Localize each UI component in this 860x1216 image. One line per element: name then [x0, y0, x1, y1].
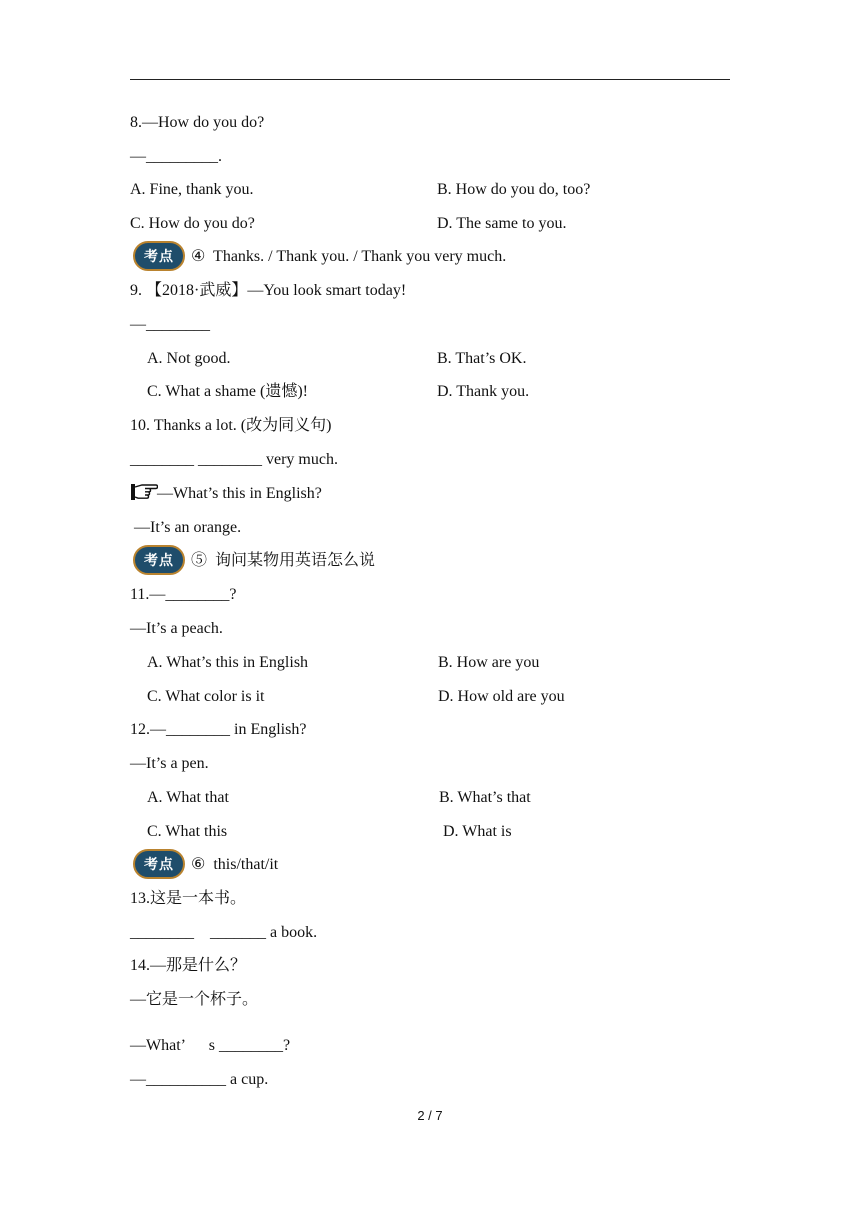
q9-option-d: D. Thank you.	[437, 383, 530, 400]
q12-option-b: B. What’s that	[439, 789, 531, 806]
q8-stem: 8.—How do you do?	[130, 114, 265, 131]
q14-stem: 14.—那是什么？	[130, 957, 247, 974]
point5-text: ⑤ 询问某物用英语怎么说	[191, 552, 376, 569]
q12-answer-line: —It’s a pen.	[130, 755, 209, 772]
q13-stem: 13.这是一本书。	[130, 890, 247, 907]
q14-answer-line2: —__________ a cup.	[130, 1071, 269, 1088]
q8-option-d: D. The same to you.	[437, 215, 567, 232]
kaodian-badge-icon: 考点	[133, 849, 185, 879]
kaodian-badge-icon: 考点	[133, 545, 185, 575]
q14-line2: —它是一个杯子。	[130, 991, 259, 1008]
q12-stem: 12.—________ in English?	[130, 721, 307, 738]
q8-answer-line: —_________.	[130, 148, 222, 165]
kaodian-badge-icon: 考点	[133, 241, 185, 271]
pointing-hand-icon	[130, 482, 158, 502]
q14-answer-line1: —What’ s ________?	[130, 1037, 291, 1054]
q12-option-c: C. What this	[147, 823, 228, 840]
example-line1: —What’s this in English?	[157, 485, 322, 502]
q13-answer-line: ________ _______ a book.	[130, 924, 318, 941]
q11-option-a: A. What’s this in English	[147, 654, 309, 671]
example-line2: —It’s an orange.	[130, 519, 242, 536]
q12-option-d: D. What is	[443, 823, 512, 840]
point6-text: ⑥ this/that/it	[191, 856, 279, 873]
q11-stem: 11.—________?	[130, 586, 237, 603]
q9-option-a: A. Not good.	[147, 350, 231, 367]
q9-stem: 9. 【2018·武威】—You look smart today!	[130, 282, 407, 299]
q8-option-b: B. How do you do, too?	[437, 181, 591, 198]
q11-option-c: C. What color is it	[147, 688, 265, 705]
q11-answer-line: —It’s a peach.	[130, 620, 223, 637]
point4-text: ④ Thanks. / Thank you. / Thank you very much.	[191, 248, 507, 265]
q9-option-b: B. That’s OK.	[437, 350, 527, 367]
q9-option-c: C. What a shame (遗憾)!	[147, 383, 308, 400]
q8-option-c: C. How do you do?	[130, 215, 255, 232]
q10-stem: 10. Thanks a lot. (改为同义句)	[130, 417, 332, 434]
q10-answer-line: ________ ________ very much.	[130, 451, 338, 468]
q11-option-d: D. How old are you	[438, 688, 565, 705]
q12-option-a: A. What that	[147, 789, 229, 806]
q8-option-a: A. Fine, thank you.	[130, 181, 254, 198]
header-rule	[130, 79, 730, 80]
q9-answer-line: —________	[130, 316, 210, 333]
q11-option-b: B. How are you	[438, 654, 540, 671]
page-number: 2 / 7	[417, 1108, 443, 1123]
